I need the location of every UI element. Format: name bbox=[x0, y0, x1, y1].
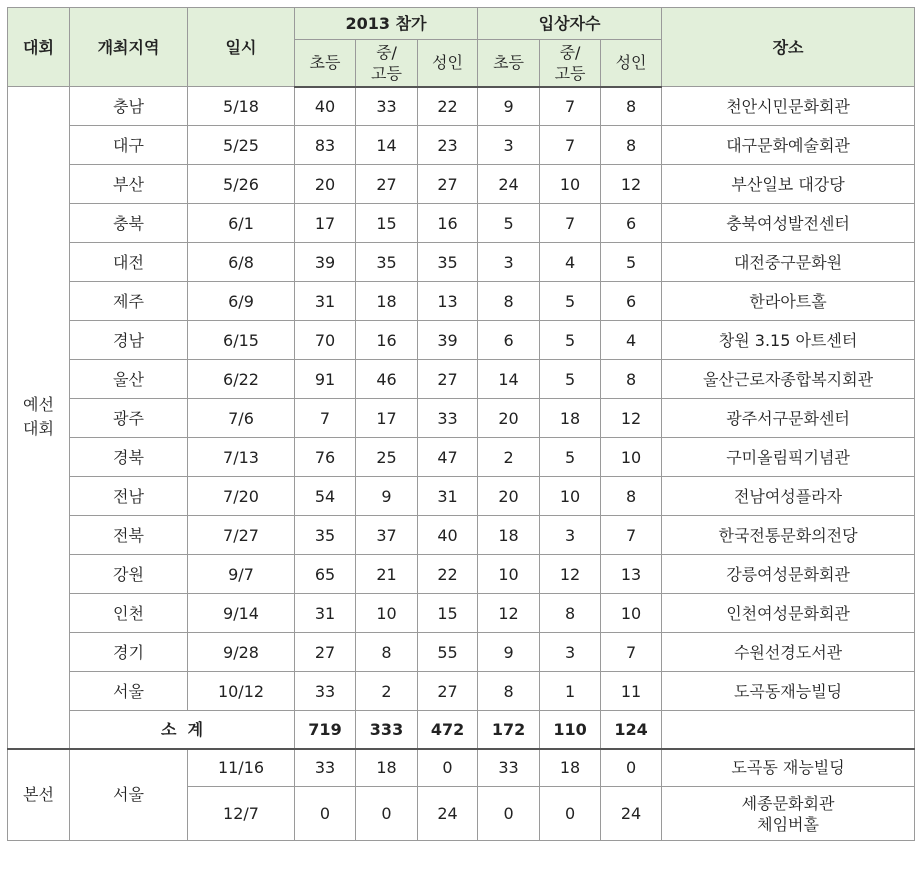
table-row bbox=[8, 516, 915, 555]
count-cell-p1: 40 bbox=[295, 87, 356, 126]
subtotal-p1: 719 bbox=[295, 711, 356, 749]
region-cell: 경북 bbox=[70, 438, 188, 477]
venue-cell: 부산일보 대강당 bbox=[662, 165, 915, 204]
count-cell-w2: 10 bbox=[540, 165, 601, 204]
count-cell-w3: 24 bbox=[601, 787, 662, 841]
count-cell-w3: 8 bbox=[601, 477, 662, 516]
count-cell-w3: 5 bbox=[601, 243, 662, 282]
date-cell: 12/7 bbox=[188, 787, 295, 841]
count-cell-w1: 24 bbox=[478, 165, 540, 204]
table-row bbox=[8, 438, 915, 477]
header-participants-adult: 성인 bbox=[418, 40, 478, 87]
venue-cell: 수원선경도서관 bbox=[662, 633, 915, 672]
count-cell-w3: 7 bbox=[601, 633, 662, 672]
final-round-label: 본선 bbox=[8, 749, 70, 841]
venue-cell: 세종문화회관 체임버홀 bbox=[662, 787, 915, 841]
count-cell-p3: 24 bbox=[418, 787, 478, 841]
subtotal-venue-empty bbox=[662, 711, 915, 749]
count-cell-p3: 40 bbox=[418, 516, 478, 555]
table-row bbox=[8, 126, 915, 165]
table-row bbox=[8, 555, 915, 594]
count-cell-p2: 0 bbox=[356, 787, 418, 841]
venue-cell: 충북여성발전센터 bbox=[662, 204, 915, 243]
count-cell-p2: 46 bbox=[356, 360, 418, 399]
count-cell-p3: 35 bbox=[418, 243, 478, 282]
count-cell-p2: 27 bbox=[356, 165, 418, 204]
count-cell-p3: 16 bbox=[418, 204, 478, 243]
count-cell-p1: 0 bbox=[295, 787, 356, 841]
count-cell-w3: 8 bbox=[601, 87, 662, 126]
count-cell-p3: 47 bbox=[418, 438, 478, 477]
final-row bbox=[8, 749, 915, 787]
count-cell-p2: 35 bbox=[356, 243, 418, 282]
count-cell-p1: 39 bbox=[295, 243, 356, 282]
count-cell-w1: 9 bbox=[478, 633, 540, 672]
count-cell-w2: 1 bbox=[540, 672, 601, 711]
count-cell-w2: 7 bbox=[540, 126, 601, 165]
count-cell-w2: 4 bbox=[540, 243, 601, 282]
count-cell-w3: 0 bbox=[601, 749, 662, 787]
count-cell-w1: 6 bbox=[478, 321, 540, 360]
header-region: 개최지역 bbox=[70, 8, 188, 87]
table-row bbox=[8, 321, 915, 360]
count-cell-p1: 33 bbox=[295, 749, 356, 787]
date-cell: 7/20 bbox=[188, 477, 295, 516]
date-cell: 7/6 bbox=[188, 399, 295, 438]
region-cell: 울산 bbox=[70, 360, 188, 399]
count-cell-w3: 13 bbox=[601, 555, 662, 594]
header-winners-adult: 성인 bbox=[601, 40, 662, 87]
count-cell-w3: 4 bbox=[601, 321, 662, 360]
date-cell: 5/18 bbox=[188, 87, 295, 126]
count-cell-p3: 22 bbox=[418, 87, 478, 126]
count-cell-w2: 0 bbox=[540, 787, 601, 841]
count-cell-p2: 25 bbox=[356, 438, 418, 477]
count-cell-p2: 14 bbox=[356, 126, 418, 165]
header-venue: 장소 bbox=[662, 8, 915, 87]
table-row bbox=[8, 282, 915, 321]
region-cell: 광주 bbox=[70, 399, 188, 438]
count-cell-w1: 8 bbox=[478, 282, 540, 321]
count-cell-w1: 33 bbox=[478, 749, 540, 787]
count-cell-p1: 20 bbox=[295, 165, 356, 204]
date-cell: 9/14 bbox=[188, 594, 295, 633]
date-cell: 11/16 bbox=[188, 749, 295, 787]
date-cell: 10/12 bbox=[188, 672, 295, 711]
count-cell-w1: 8 bbox=[478, 672, 540, 711]
region-cell: 인천 bbox=[70, 594, 188, 633]
region-cell: 충남 bbox=[70, 87, 188, 126]
count-cell-w3: 6 bbox=[601, 204, 662, 243]
count-cell-p3: 55 bbox=[418, 633, 478, 672]
count-cell-w3: 8 bbox=[601, 126, 662, 165]
header-date: 일시 bbox=[188, 8, 295, 87]
region-cell: 경남 bbox=[70, 321, 188, 360]
venue-cell: 구미올림픽기념관 bbox=[662, 438, 915, 477]
count-cell-w2: 3 bbox=[540, 516, 601, 555]
count-cell-p3: 23 bbox=[418, 126, 478, 165]
count-cell-w1: 20 bbox=[478, 399, 540, 438]
count-cell-p1: 31 bbox=[295, 594, 356, 633]
count-cell-p3: 15 bbox=[418, 594, 478, 633]
subtotal-w3: 124 bbox=[601, 711, 662, 749]
count-cell-w2: 10 bbox=[540, 477, 601, 516]
subtotal-w2: 110 bbox=[540, 711, 601, 749]
region-cell: 강원 bbox=[70, 555, 188, 594]
region-cell: 대구 bbox=[70, 126, 188, 165]
count-cell-w2: 18 bbox=[540, 749, 601, 787]
count-cell-w3: 11 bbox=[601, 672, 662, 711]
count-cell-p1: 35 bbox=[295, 516, 356, 555]
date-cell: 6/22 bbox=[188, 360, 295, 399]
count-cell-p2: 21 bbox=[356, 555, 418, 594]
table-row bbox=[8, 165, 915, 204]
header-row-1 bbox=[8, 8, 915, 40]
count-cell-p3: 31 bbox=[418, 477, 478, 516]
table-row bbox=[8, 672, 915, 711]
count-cell-p2: 18 bbox=[356, 282, 418, 321]
header-participants-middle-high: 중/ 고등 bbox=[356, 40, 418, 87]
date-cell: 6/15 bbox=[188, 321, 295, 360]
venue-cell: 천안시민문화회관 bbox=[662, 87, 915, 126]
count-cell-p3: 22 bbox=[418, 555, 478, 594]
prelim-round-label: 예선 대회 bbox=[8, 87, 70, 749]
region-cell: 충북 bbox=[70, 204, 188, 243]
count-cell-w1: 18 bbox=[478, 516, 540, 555]
venue-cell: 도곡동재능빌딩 bbox=[662, 672, 915, 711]
count-cell-w2: 5 bbox=[540, 321, 601, 360]
region-cell: 대전 bbox=[70, 243, 188, 282]
count-cell-w1: 14 bbox=[478, 360, 540, 399]
date-cell: 9/28 bbox=[188, 633, 295, 672]
count-cell-p1: 27 bbox=[295, 633, 356, 672]
count-cell-p1: 33 bbox=[295, 672, 356, 711]
date-cell: 9/7 bbox=[188, 555, 295, 594]
count-cell-w2: 7 bbox=[540, 204, 601, 243]
count-cell-p3: 27 bbox=[418, 672, 478, 711]
date-cell: 7/13 bbox=[188, 438, 295, 477]
count-cell-p1: 65 bbox=[295, 555, 356, 594]
header-participants-elementary: 초등 bbox=[295, 40, 356, 87]
subtotal-row bbox=[8, 711, 915, 749]
table-row bbox=[8, 204, 915, 243]
table-row bbox=[8, 633, 915, 672]
count-cell-p2: 37 bbox=[356, 516, 418, 555]
date-cell: 7/27 bbox=[188, 516, 295, 555]
count-cell-w2: 5 bbox=[540, 438, 601, 477]
venue-cell: 한라아트홀 bbox=[662, 282, 915, 321]
count-cell-w2: 3 bbox=[540, 633, 601, 672]
venue-cell: 인천여성문화회관 bbox=[662, 594, 915, 633]
count-cell-w2: 8 bbox=[540, 594, 601, 633]
count-cell-p1: 91 bbox=[295, 360, 356, 399]
count-cell-w1: 12 bbox=[478, 594, 540, 633]
region-cell: 부산 bbox=[70, 165, 188, 204]
date-cell: 6/9 bbox=[188, 282, 295, 321]
count-cell-w1: 3 bbox=[478, 126, 540, 165]
count-cell-w1: 10 bbox=[478, 555, 540, 594]
venue-cell: 대전중구문화원 bbox=[662, 243, 915, 282]
count-cell-p3: 33 bbox=[418, 399, 478, 438]
count-cell-w3: 12 bbox=[601, 399, 662, 438]
count-cell-p2: 2 bbox=[356, 672, 418, 711]
count-cell-p1: 76 bbox=[295, 438, 356, 477]
venue-cell: 도곡동 재능빌딩 bbox=[662, 749, 915, 787]
table-row bbox=[8, 243, 915, 282]
header-round: 대회 bbox=[8, 8, 70, 87]
venue-cell: 광주서구문화센터 bbox=[662, 399, 915, 438]
venue-cell: 대구문화예술회관 bbox=[662, 126, 915, 165]
table-row bbox=[8, 87, 915, 126]
count-cell-p2: 33 bbox=[356, 87, 418, 126]
table-row bbox=[8, 594, 915, 633]
count-cell-p2: 10 bbox=[356, 594, 418, 633]
count-cell-w1: 9 bbox=[478, 87, 540, 126]
count-cell-p3: 13 bbox=[418, 282, 478, 321]
table-row bbox=[8, 477, 915, 516]
date-cell: 6/8 bbox=[188, 243, 295, 282]
subtotal-p2: 333 bbox=[356, 711, 418, 749]
count-cell-p2: 8 bbox=[356, 633, 418, 672]
count-cell-w1: 2 bbox=[478, 438, 540, 477]
count-cell-p1: 7 bbox=[295, 399, 356, 438]
venue-cell: 창원 3.15 아트센터 bbox=[662, 321, 915, 360]
region-cell: 경기 bbox=[70, 633, 188, 672]
count-cell-p2: 17 bbox=[356, 399, 418, 438]
final-region-cell: 서울 bbox=[70, 749, 188, 841]
subtotal-p3: 472 bbox=[418, 711, 478, 749]
count-cell-w1: 20 bbox=[478, 477, 540, 516]
header-participants: 2013 참가 bbox=[295, 8, 478, 40]
count-cell-w3: 12 bbox=[601, 165, 662, 204]
table-row bbox=[8, 360, 915, 399]
venue-cell: 강릉여성문화회관 bbox=[662, 555, 915, 594]
header-winners-elementary: 초등 bbox=[478, 40, 540, 87]
date-cell: 6/1 bbox=[188, 204, 295, 243]
count-cell-p3: 39 bbox=[418, 321, 478, 360]
count-cell-w2: 18 bbox=[540, 399, 601, 438]
venue-cell: 한국전통문화의전당 bbox=[662, 516, 915, 555]
region-cell: 전남 bbox=[70, 477, 188, 516]
header-winners-middle-high: 중/ 고등 bbox=[540, 40, 601, 87]
date-cell: 5/26 bbox=[188, 165, 295, 204]
count-cell-w3: 7 bbox=[601, 516, 662, 555]
region-cell: 서울 bbox=[70, 672, 188, 711]
count-cell-p1: 31 bbox=[295, 282, 356, 321]
date-cell: 5/25 bbox=[188, 126, 295, 165]
count-cell-w3: 6 bbox=[601, 282, 662, 321]
count-cell-p3: 27 bbox=[418, 360, 478, 399]
region-cell: 전북 bbox=[70, 516, 188, 555]
header-winners: 입상자수 bbox=[478, 8, 662, 40]
count-cell-p2: 18 bbox=[356, 749, 418, 787]
region-cell: 제주 bbox=[70, 282, 188, 321]
count-cell-w1: 0 bbox=[478, 787, 540, 841]
count-cell-w2: 7 bbox=[540, 87, 601, 126]
count-cell-w1: 5 bbox=[478, 204, 540, 243]
count-cell-p1: 83 bbox=[295, 126, 356, 165]
count-cell-p2: 16 bbox=[356, 321, 418, 360]
count-cell-w2: 12 bbox=[540, 555, 601, 594]
count-cell-w3: 8 bbox=[601, 360, 662, 399]
table-row bbox=[8, 399, 915, 438]
count-cell-p1: 70 bbox=[295, 321, 356, 360]
count-cell-p3: 27 bbox=[418, 165, 478, 204]
count-cell-p1: 17 bbox=[295, 204, 356, 243]
count-cell-w2: 5 bbox=[540, 360, 601, 399]
count-cell-p2: 9 bbox=[356, 477, 418, 516]
count-cell-w1: 3 bbox=[478, 243, 540, 282]
count-cell-p2: 15 bbox=[356, 204, 418, 243]
subtotal-label: 소 계 bbox=[70, 711, 295, 749]
count-cell-w2: 5 bbox=[540, 282, 601, 321]
count-cell-w3: 10 bbox=[601, 594, 662, 633]
subtotal-w1: 172 bbox=[478, 711, 540, 749]
table-body bbox=[8, 87, 915, 841]
count-cell-p3: 0 bbox=[418, 749, 478, 787]
competition-table bbox=[7, 7, 915, 841]
count-cell-p1: 54 bbox=[295, 477, 356, 516]
venue-cell: 울산근로자종합복지회관 bbox=[662, 360, 915, 399]
count-cell-w3: 10 bbox=[601, 438, 662, 477]
venue-cell: 전남여성플라자 bbox=[662, 477, 915, 516]
